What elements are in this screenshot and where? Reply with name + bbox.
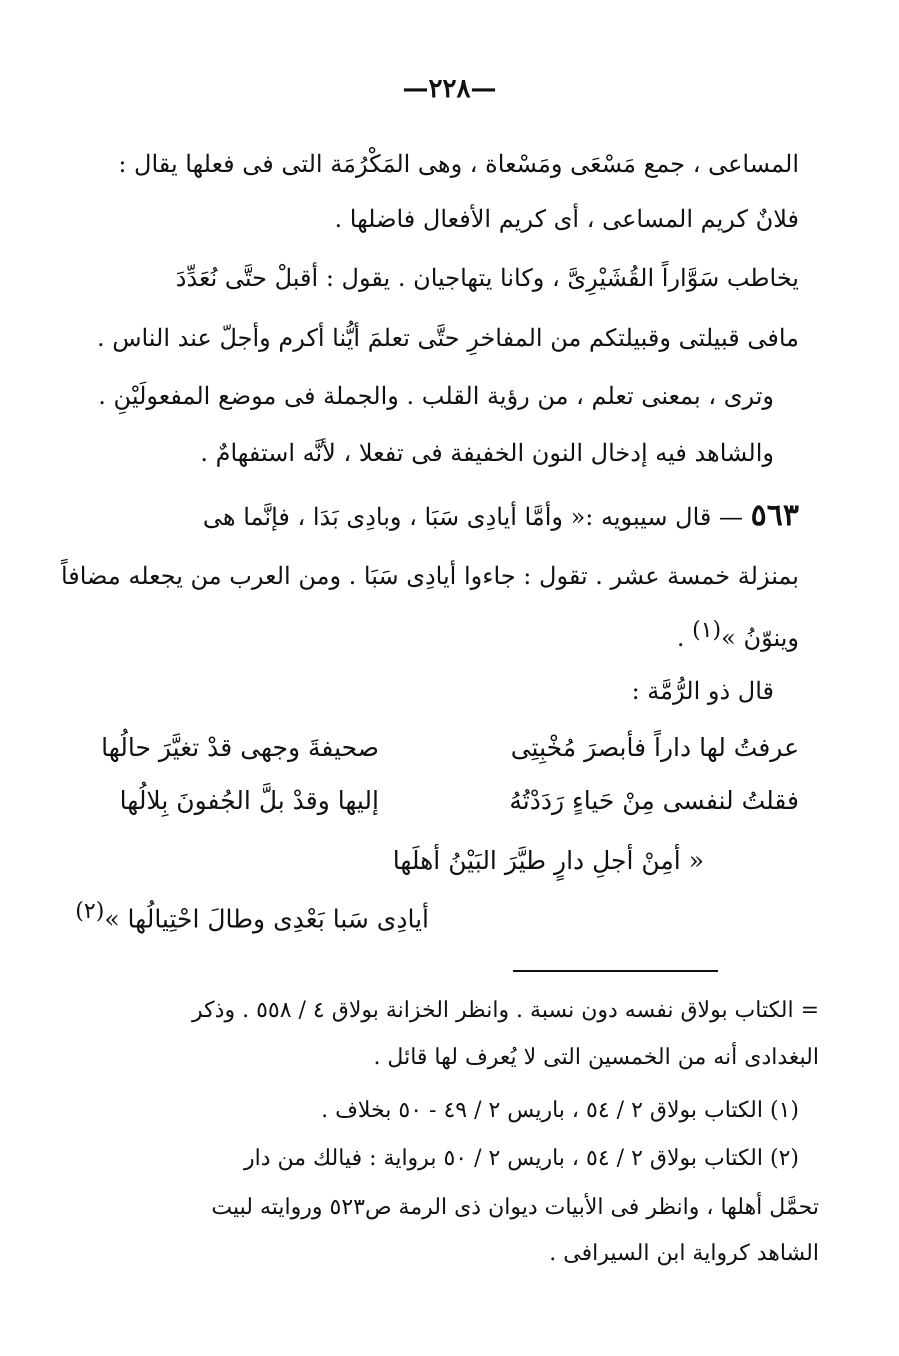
footnote-line-6: الشاهد كرواية ابن السيرافى . [549, 1241, 819, 1266]
body-line-5: وترى ، بمعنى تعلم ، من رؤية القلب . والجملة فى موضع المفعولَيْنِ . [98, 382, 774, 410]
footnote-line-2: البغدادى أنه من الخمسين التى لا يُعرف لها قائل . [373, 1045, 819, 1070]
verse-1-right: عرفتُ لها داراً فأبصرَ مُخْبِتِى [510, 733, 799, 762]
poet-intro: قال ذو الرُّمَّة : [631, 677, 774, 705]
entry-line-1 [203, 500, 799, 533]
body-line-3: يخاطب سَوَّاراً القُشَيْرِىَّ ، وكانا يتهاجيان . يقول : أقبلْ حتَّى نُعَدِّدَ [175, 264, 799, 292]
page-number: —٢٢٨— [402, 74, 497, 104]
footnote-line-5: تحمَّل أهلها ، وانظر فى الأبيات ديوان ذى الرمة ص٥٢٣ وروايته لبيت [211, 1195, 819, 1220]
footnote-line-3: (١) الكتاب بولاق ٢ / ٥٤ ، باريس ٢ / ٤٩ - ٥٠ بخلاف . [321, 1098, 799, 1123]
quote-line-2-text: أيادِى سَبا بَعْدِى وطالَ احْتِيالُها » [104, 904, 429, 934]
entry-text: — قال سيبويه :« وأمَّا أيادِى سَبَا ، وبادِى بَدَا ، فإنَّما هى [202, 503, 744, 531]
footnote-line-4: (٢) الكتاب بولاق ٢ / ٥٤ ، باريس ٢ / ٥٠ برواية : فيالك من دار [243, 1146, 799, 1171]
verse-1-left: صحيفةَ وجهى قدْ تغيَّرَ حالُها [101, 733, 379, 762]
body-line-2: فلانٌ كريم المساعى ، أى كريم الأفعال فاضلها . [334, 205, 799, 233]
entry-line-3-end: . [676, 624, 693, 652]
footnote-ref-2: (٢) [75, 899, 105, 924]
quote-line-2 [75, 896, 429, 935]
entry-number: ٥٦٣ [750, 498, 799, 533]
body-line-6: والشاهد فيه إدخال النون الخفيفة فى تفعلا ، لأنَّه استفهامٌ . [200, 439, 774, 467]
footnote-separator [513, 970, 718, 972]
entry-line-2: بمنزلة خمسة عشر . تقول : جاءوا أيادِى سَبَا . ومن العرب من يجعله مضافاً [60, 562, 799, 590]
entry-line-3 [677, 615, 799, 654]
verse-2-left: إليها وقدْ بلَّ الجُفونَ بِلالُها [119, 786, 379, 815]
body-line-4: مافى قبيلتى وقبيلتكم من المفاخرِ حتَّى تعلمَ أيُّنا أكرم وأجلّ عند الناس . [96, 324, 799, 352]
footnote-line-1: = الكتاب بولاق نفسه دون نسبة . وانظر الخزانة بولاق ٤ / ٥٥٨ . وذكر [192, 998, 819, 1023]
quote-line-1: « أمِنْ أجلِ دارٍ طيَّرَ البَيْنُ أهلَها [392, 846, 704, 875]
entry-line-3-text: وينوّنُ » [721, 624, 799, 652]
body-line-1: المساعى ، جمع مَسْعَى ومَسْعاة ، وهى المَكْرُمَة التى فى فعلها يقال : [118, 150, 799, 178]
footnote-ref-1: (١) [692, 618, 722, 643]
verse-2-right: فقلتُ لنفسى مِنْ حَياءٍ رَدَدْتُهُ [509, 786, 799, 815]
